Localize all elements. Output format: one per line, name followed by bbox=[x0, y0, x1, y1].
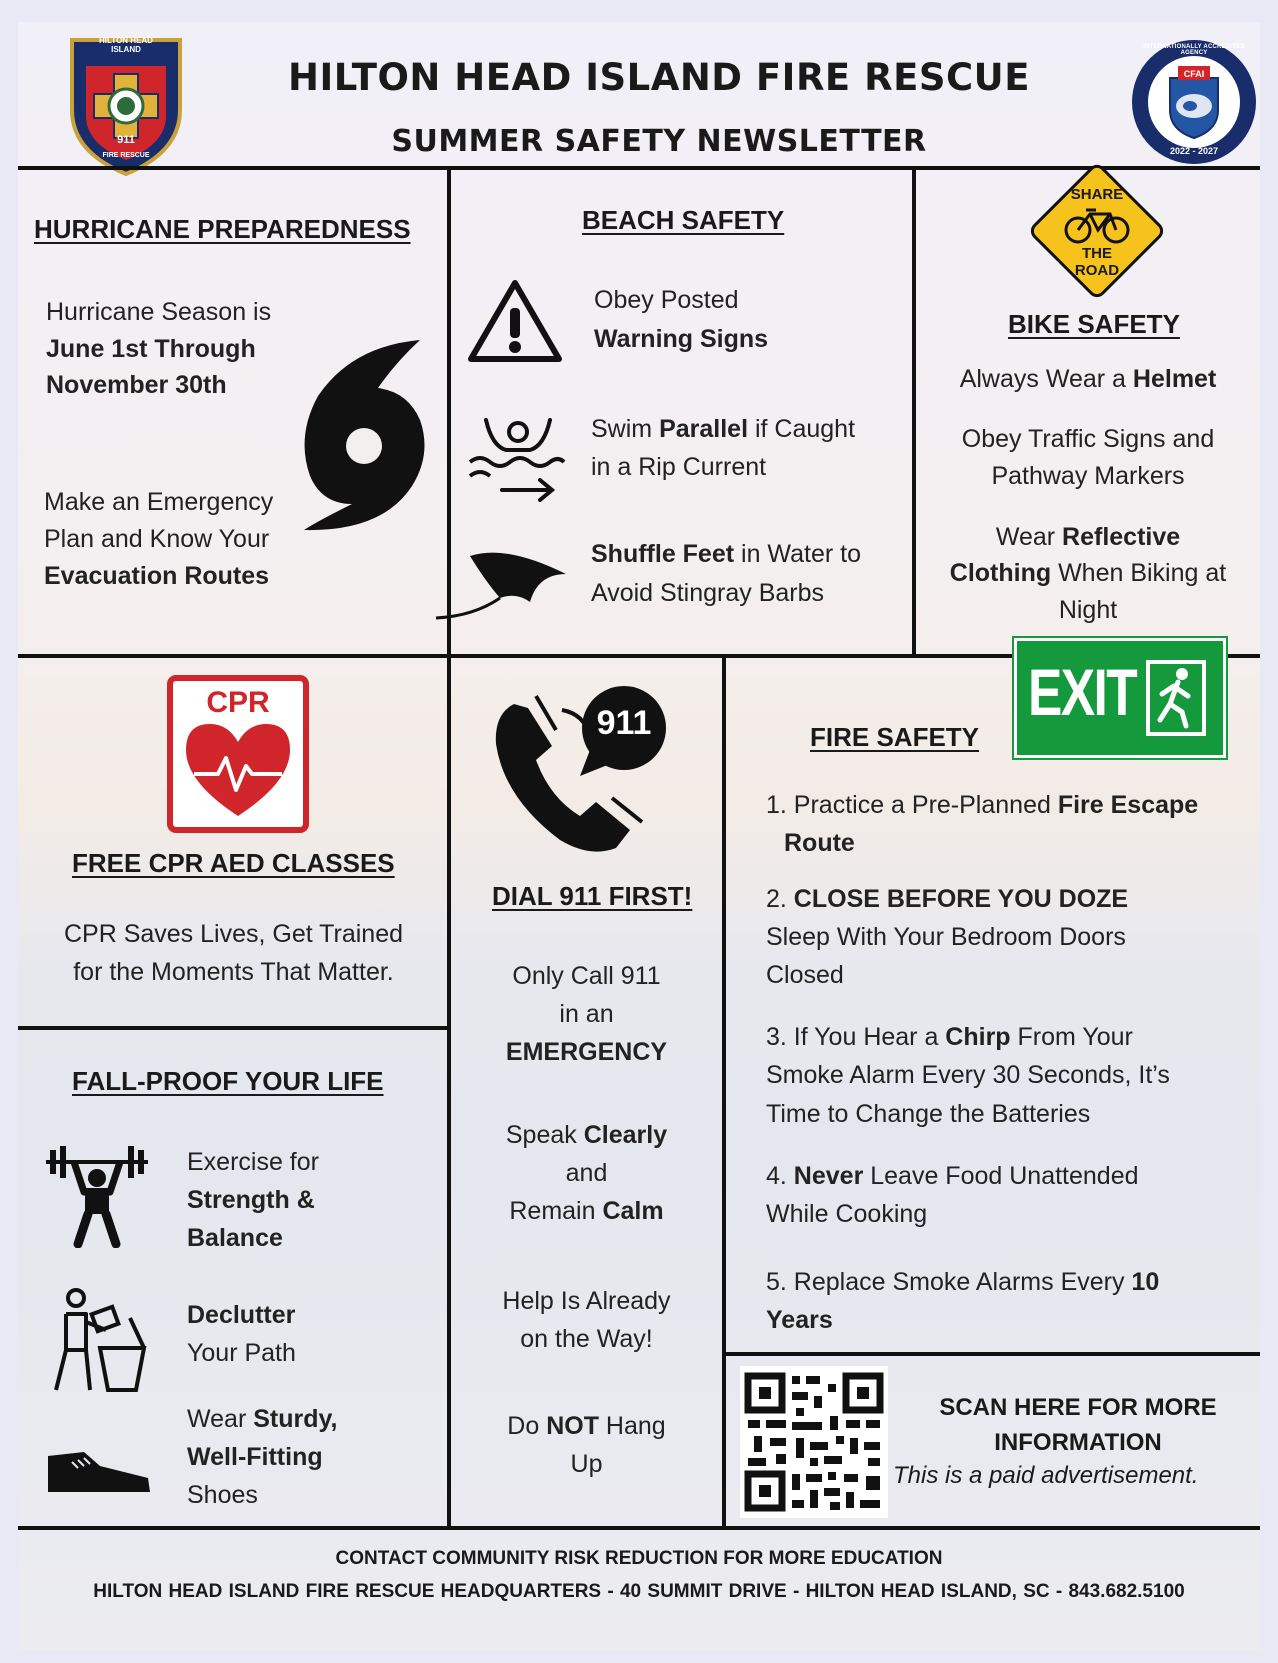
hurricane-icon bbox=[292, 336, 432, 536]
fire-heading: FIRE SAFETY bbox=[810, 722, 980, 752]
divider-footer bbox=[18, 1526, 1260, 1530]
fall-item3-bold: Sturdy, bbox=[253, 1405, 338, 1433]
beach-item2-line1 bbox=[591, 411, 855, 448]
bike-item3-bold2: Clothing bbox=[949, 559, 1052, 587]
footer-contact: CONTACT COMMUNITY RISK REDUCTION FOR MORE EDUCATION bbox=[335, 1548, 943, 1569]
bike-item1 bbox=[916, 361, 1260, 398]
beach-item3-line1 bbox=[591, 536, 861, 573]
fire-item2-line3: Closed bbox=[766, 961, 844, 989]
fire-item4-text: 4. bbox=[766, 1162, 794, 1190]
fall-item3-text: Wear bbox=[187, 1405, 254, 1433]
fire-item5-bold: 10 bbox=[1131, 1268, 1160, 1296]
fire-item3-line3: Time to Change the Batteries bbox=[766, 1100, 1091, 1128]
dial-line4-bold: Clearly bbox=[583, 1121, 668, 1149]
fall-item3-line3: Shoes bbox=[187, 1481, 258, 1509]
dial-line6 bbox=[451, 1193, 722, 1230]
beach-item2-text: Swim bbox=[591, 415, 660, 443]
beach-heading: BEACH SAFETY bbox=[582, 205, 785, 235]
dial-line6-bold: Calm bbox=[602, 1197, 664, 1225]
qr-cta-line2: INFORMATION bbox=[994, 1429, 1162, 1456]
declutter-icon bbox=[50, 1286, 150, 1396]
exit-sign-label: EXIT bbox=[1028, 655, 1137, 729]
divider-left-row bbox=[18, 1026, 449, 1030]
qr-code[interactable] bbox=[740, 1366, 888, 1518]
fall-item1-line3: Balance bbox=[187, 1224, 283, 1252]
sign-the: THE bbox=[1082, 245, 1112, 262]
divider-col-2-bottom bbox=[722, 654, 726, 1528]
fall-item2-line1: Declutter bbox=[187, 1301, 296, 1329]
bike-item3-line2 bbox=[916, 555, 1260, 592]
bike-item3-text: Wear bbox=[995, 523, 1063, 551]
hurricane-plan-line1: Make an Emergency bbox=[44, 488, 274, 516]
fire-item3-line2: Smoke Alarm Every 30 Seconds, It’s bbox=[766, 1061, 1170, 1089]
qr-cta-line1: SCAN HERE FOR MORE bbox=[939, 1394, 1217, 1421]
paid-ad-disclaimer: This is a paid advertisement. bbox=[893, 1462, 1199, 1489]
fall-item2-line2: Your Path bbox=[187, 1339, 296, 1367]
bike-item3-line3: Night bbox=[1058, 596, 1118, 624]
bike-item2-line1: Obey Traffic Signs and bbox=[961, 425, 1215, 453]
fire-item1-bold: Fire Escape bbox=[1057, 791, 1199, 819]
beach-item2-line2: in a Rip Current bbox=[591, 453, 767, 481]
fire-item2-line1 bbox=[766, 881, 1128, 918]
beach-item3-text: in Water to bbox=[734, 540, 861, 568]
bike-item1-text: Always Wear a bbox=[959, 365, 1133, 393]
running-man-icon bbox=[1146, 660, 1206, 736]
dial-line9-text2: Hang bbox=[598, 1412, 666, 1440]
hurricane-season-line1: Hurricane Season is bbox=[46, 298, 272, 326]
dial-line9-bold: NOT bbox=[546, 1412, 599, 1440]
cpr-line2: for the Moments That Matter. bbox=[73, 958, 394, 986]
qr-code-icon bbox=[740, 1366, 888, 1518]
dial-line8: on the Way! bbox=[520, 1325, 653, 1353]
hurricane-season-line3: November 30th bbox=[46, 371, 227, 399]
fall-item1-line2: Strength & bbox=[187, 1186, 315, 1214]
cpr-badge-label: CPR bbox=[206, 686, 270, 719]
dial-line7: Help Is Already bbox=[502, 1287, 671, 1315]
beach-item1-line2: Warning Signs bbox=[594, 325, 769, 353]
badge-text-top: HILTON HEAD ISLAND bbox=[99, 36, 153, 54]
beach-item2-bold: Parallel bbox=[659, 415, 749, 443]
weightlifter-icon bbox=[42, 1142, 152, 1248]
dial-line3: EMERGENCY bbox=[505, 1038, 668, 1066]
fire-item5-line1 bbox=[766, 1264, 1159, 1301]
sign-share: SHARE bbox=[1070, 186, 1124, 203]
cpr-heading: FREE CPR AED CLASSES bbox=[72, 848, 395, 878]
badge-text-center: 911 bbox=[117, 134, 135, 146]
bike-item2-line2: Pathway Markers bbox=[991, 462, 1185, 490]
stingray-icon bbox=[434, 544, 570, 626]
dial-line2: in an bbox=[559, 1000, 614, 1028]
bike-item3-bold: Reflective bbox=[1062, 523, 1181, 551]
fire-item4-line2: While Cooking bbox=[766, 1200, 928, 1228]
fire-item1-text: 1. Practice a Pre-Planned bbox=[766, 791, 1058, 819]
page-subtitle: SUMMER SAFETY NEWSLETTER bbox=[391, 124, 927, 159]
hurricane-heading: HURRICANE PREPAREDNESS bbox=[34, 214, 411, 244]
dial-bubble-text: 911 bbox=[596, 704, 652, 742]
fire-item5-line2: Years bbox=[766, 1306, 833, 1334]
footer-address: HILTON HEAD ISLAND FIRE RESCUE HEADQUARTERS - 40 SUMMIT DRIVE - HILTON HEAD ISLAND, SC - 843.682.5100 bbox=[93, 1581, 1185, 1602]
fire-item4-line1 bbox=[766, 1158, 1139, 1195]
fire-item4-text2: Leave Food Unattended bbox=[863, 1162, 1139, 1190]
fall-item3-line2: Well-Fitting bbox=[187, 1443, 323, 1471]
warning-sign-icon bbox=[466, 278, 564, 364]
share-the-road-sign-icon bbox=[1020, 154, 1174, 308]
dial-line1: Only Call 911 bbox=[512, 962, 661, 990]
hurricane-plan-line3: Evacuation Routes bbox=[44, 562, 270, 590]
fire-item4-bold: Never bbox=[793, 1162, 864, 1190]
dial-line4 bbox=[451, 1117, 722, 1154]
beach-item3-line2: Avoid Stingray Barbs bbox=[591, 579, 824, 607]
fall-heading: FALL-PROOF YOUR LIFE bbox=[72, 1066, 384, 1096]
dial-line9-text: Do bbox=[507, 1412, 547, 1440]
hurricane-plan-line2: Plan and Know Your bbox=[44, 525, 270, 553]
badge-text-bottom: FIRE RESCUE bbox=[102, 152, 150, 159]
beach-item1-line1: Obey Posted bbox=[594, 286, 739, 314]
fire-item1-line2: Route bbox=[784, 829, 855, 857]
fall-item1-line1: Exercise for bbox=[187, 1148, 319, 1176]
fire-item5-text: 5. Replace Smoke Alarms Every bbox=[766, 1268, 1132, 1296]
dial-line9 bbox=[451, 1408, 722, 1445]
bike-item3-text2: When Biking at bbox=[1051, 559, 1227, 587]
fire-item2-line2: Sleep With Your Bedroom Doors bbox=[766, 923, 1126, 951]
dial-line5: and bbox=[565, 1159, 608, 1187]
fall-item3-line1 bbox=[187, 1401, 338, 1438]
beach-item3-bold: Shuffle Feet bbox=[591, 540, 735, 568]
fire-item3-bold: Chirp bbox=[945, 1023, 1011, 1051]
sign-road: ROAD bbox=[1074, 262, 1120, 279]
fire-item2-text: 2. bbox=[766, 885, 794, 913]
hurricane-season-line2: June 1st Through bbox=[46, 335, 256, 363]
shoe-icon bbox=[44, 1446, 154, 1496]
dial-line4-text: Speak bbox=[505, 1121, 584, 1149]
swimmer-icon bbox=[466, 410, 566, 502]
dial-line10: Up bbox=[570, 1450, 603, 1478]
fire-item3-line1 bbox=[766, 1019, 1133, 1056]
bike-item3-line1 bbox=[916, 519, 1260, 556]
cfai-years: 2022 - 2027 bbox=[1169, 146, 1219, 156]
beach-item2-text2: if Caught bbox=[748, 415, 856, 443]
cfai-ring-text: INTERNATIONALLY ACCREDITED AGENCY bbox=[1143, 44, 1245, 56]
fire-item1-line1 bbox=[766, 787, 1198, 824]
page-title: HILTON HEAD ISLAND FIRE RESCUE bbox=[288, 56, 1030, 99]
fire-item3-text2: From Your bbox=[1010, 1023, 1133, 1051]
dial-line6-text: Remain bbox=[509, 1197, 603, 1225]
cfai-badge-label: CFAI bbox=[1183, 69, 1205, 79]
divider-right-row bbox=[724, 1352, 1260, 1356]
dial-heading: DIAL 911 FIRST! bbox=[492, 881, 693, 911]
cpr-line1: CPR Saves Lives, Get Trained bbox=[63, 920, 404, 948]
fire-item3-text: 3. If You Hear a bbox=[766, 1023, 946, 1051]
bike-item1-bold: Helmet bbox=[1132, 365, 1217, 393]
bike-heading: BIKE SAFETY bbox=[1008, 309, 1180, 339]
fire-item2-bold: CLOSE BEFORE YOU DOZE bbox=[793, 885, 1129, 913]
